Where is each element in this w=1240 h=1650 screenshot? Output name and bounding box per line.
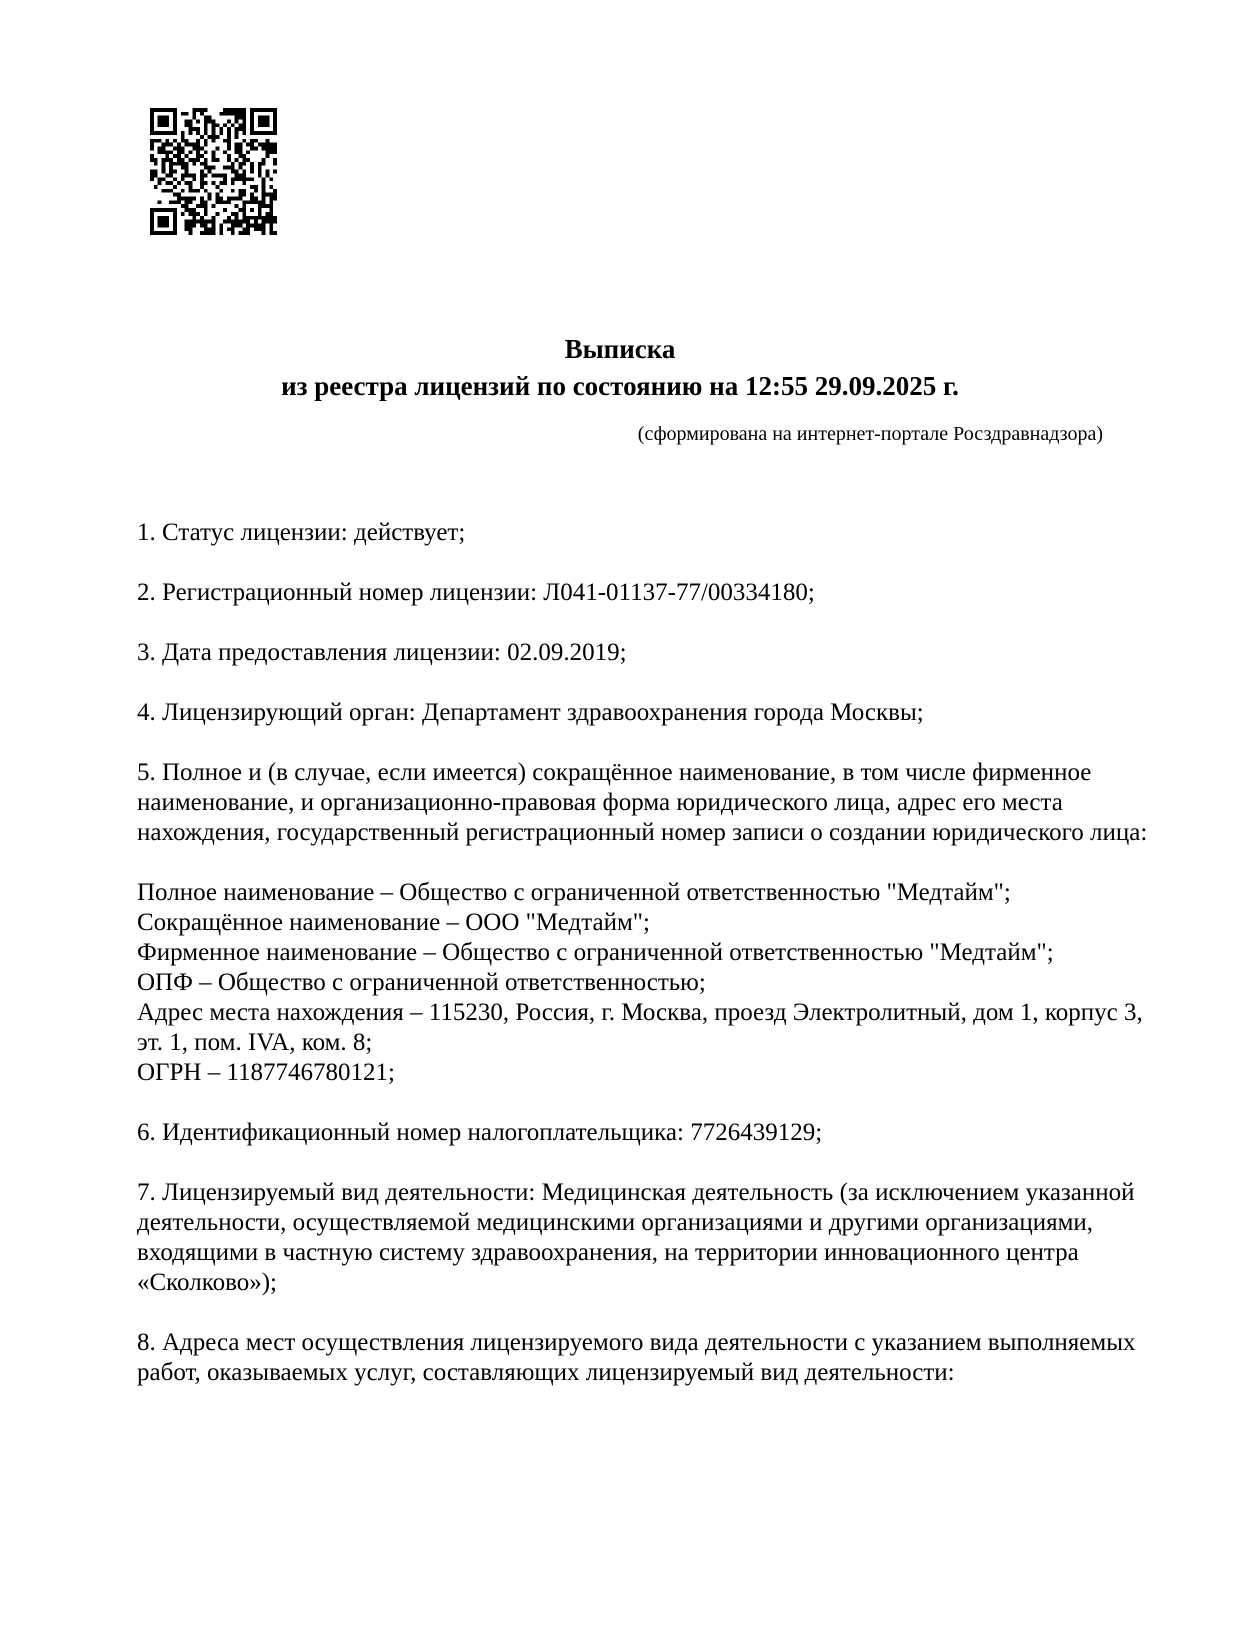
paragraph-line: Сокращённое наименование – ООО "Медтайм"; bbox=[137, 909, 650, 936]
document-title-line2: из реестра лицензий по состоянию на 12:55 29.09.2025 г. bbox=[281, 371, 959, 401]
paragraph bbox=[137, 638, 1180, 668]
paragraph-line: 2. Регистрационный номер лицензии: Л041-01137-77/00334180; bbox=[137, 579, 815, 606]
paragraph-line: 8. Адреса мест осуществления лицензируемого вида деятельности с указанием выполняемых bbox=[137, 1329, 1136, 1356]
paragraph-line: Фирменное наименование – Общество с ограниченной ответственностью "Медтайм"; bbox=[137, 939, 1054, 966]
paragraph-line: Полное наименование – Общество с ограниченной ответственностью "Медтайм"; bbox=[137, 879, 1011, 906]
paragraph-line: 1. Статус лицензии: действует; bbox=[137, 519, 466, 546]
paragraph bbox=[137, 578, 1180, 608]
paragraph-line: наименование, и организационно-правовая форма юридического лица, адрес его места bbox=[137, 789, 1063, 816]
paragraph-line: ОГРН – 1187746780121; bbox=[137, 1059, 395, 1086]
paragraph-line: 5. Полное и (в случае, если имеется) сокращённое наименование, в том числе фирменное bbox=[137, 759, 1092, 786]
paragraph bbox=[137, 878, 1180, 1088]
paragraph-line: входящими в частную систему здравоохранения, на территории инновационного центра bbox=[137, 1239, 1079, 1266]
paragraph-line: ОПФ – Общество с ограниченной ответственностью; bbox=[137, 969, 706, 996]
paragraph bbox=[137, 1178, 1180, 1298]
paragraph-line: «Сколково»); bbox=[137, 1269, 277, 1296]
qr-code-icon bbox=[150, 108, 277, 235]
paragraph bbox=[137, 698, 1180, 728]
document-title bbox=[137, 331, 1103, 405]
paragraph-line: 6. Идентификационный номер налогоплательщика: 7726439129; bbox=[137, 1119, 823, 1146]
paragraph-line: эт. 1, пом. IVA, ком. 8; bbox=[137, 1029, 373, 1056]
document-body bbox=[137, 518, 1180, 1388]
paragraph-line: нахождения, государственный регистрационный номер записи о создании юридического лица: bbox=[137, 819, 1148, 846]
paragraph-line: 7. Лицензируемый вид деятельности: Медицинская деятельность (за исключением указанной bbox=[137, 1179, 1135, 1206]
paragraph-line: 3. Дата предоставления лицензии: 02.09.2019; bbox=[137, 639, 627, 666]
paragraph-line: Адрес места нахождения – 115230, Россия, г. Москва, проезд Электролитный, дом 1, корпус 3, bbox=[137, 999, 1143, 1026]
paragraph-line: 4. Лицензирующий орган: Департамент здравоохранения города Москвы; bbox=[137, 699, 924, 726]
paragraph-line: деятельности, осуществляемой медицинскими организациями и другими организациями, bbox=[137, 1209, 1094, 1236]
paragraph bbox=[137, 1118, 1180, 1148]
document-title-line1: Выписка bbox=[564, 334, 676, 364]
paragraph bbox=[137, 1328, 1180, 1388]
document-subtitle: (сформирована на интернет-портале Росздравнадзора) bbox=[637, 423, 1103, 445]
paragraph-line: работ, оказываемых услуг, составляющих лицензируемый вид деятельности: bbox=[137, 1359, 955, 1386]
paragraph bbox=[137, 758, 1180, 848]
paragraph bbox=[137, 518, 1180, 548]
